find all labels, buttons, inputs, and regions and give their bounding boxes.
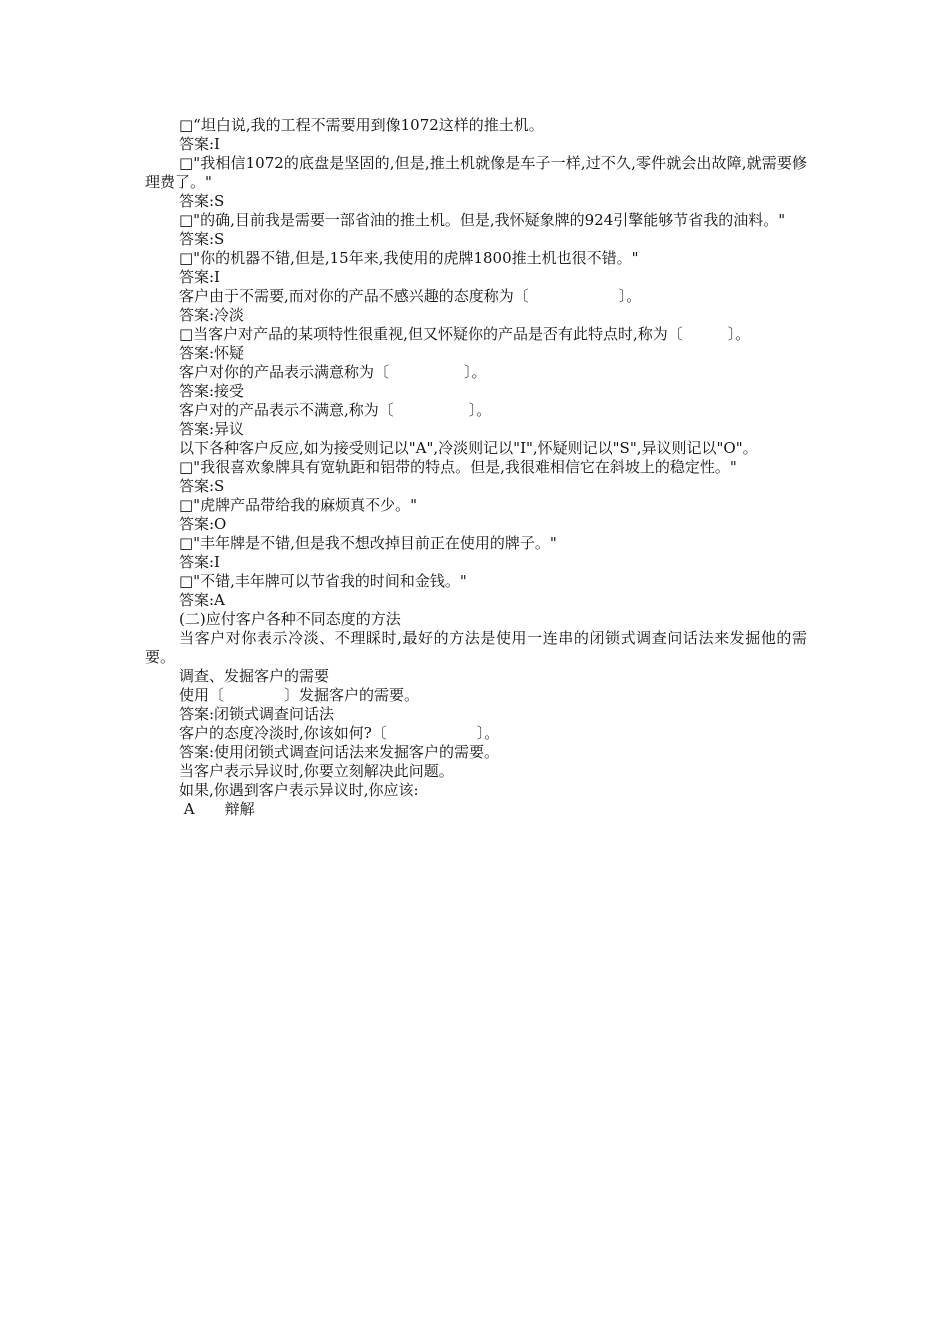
subsection-heading: 调查、发掘客户的需要	[179, 667, 330, 685]
answer-text: 答案:S	[179, 192, 225, 210]
section-heading: (二)应付客户各种不同态度的方法	[179, 610, 401, 628]
answer-text: 答案:使用闭锁式调查问话法来发掘客户的需要。	[179, 743, 500, 761]
question-text: □"你的机器不错,但是,15年来,我使用的虎牌1800推土机也很不错。"	[179, 249, 639, 267]
question-text: □当客户对产品的某项特性很重视,但又怀疑你的产品是否有此特点时,称为〔 〕。	[179, 325, 751, 343]
question-text: 客户对的产品表示不满意,称为〔 〕。	[179, 401, 492, 419]
question-text: □“坦白说,我的工程不需要用到像1072这样的推土机。	[179, 116, 544, 134]
answer-text: 答案:接受	[179, 382, 245, 400]
option-text: A 辩解	[179, 800, 255, 818]
body-text: 当客户表示异议时,你要立刻解决此问题。	[179, 762, 454, 780]
answer-text: 答案:S	[179, 230, 225, 248]
question-text: 客户的态度冷淡时,你该如何?〔 〕。	[179, 724, 500, 742]
question-text: □"我很喜欢象牌具有宽轨距和铝带的特点。但是,我很难相信它在斜坡上的稳定性。"	[179, 458, 737, 476]
question-text: □"丰年牌是不错,但是我不想改掉目前正在使用的牌子。"	[179, 534, 557, 552]
answer-text: 答案:A	[179, 591, 225, 609]
answer-text: 答案:I	[179, 135, 220, 153]
question-text: □"的确,目前我是需要一部省油的推土机。但是,我怀疑象牌的924引擎能够节省我的油料。"	[179, 211, 786, 229]
question-text: 客户由于不需要,而对你的产品不感兴趣的态度称为〔 〕。	[179, 287, 642, 305]
document-body	[145, 116, 807, 819]
answer-text: 答案:闭锁式调查问话法	[179, 705, 335, 723]
question-text: □"我相信1072的底盘是坚固的,但是,推土机就像是车子一样,过不久,零件就会出故障,就需要修理费了。"	[145, 154, 807, 191]
question-text: □"不错,丰年牌可以节省我的时间和金钱。"	[179, 572, 467, 590]
answer-text: 答案:冷淡	[179, 306, 245, 324]
answer-text: 答案:I	[179, 553, 220, 571]
question-text: 如果,你遇到客户表示异议时,你应该:	[179, 781, 419, 799]
instruction-text: 以下各种客户反应,如为接受则记以"A",冷淡则记以"I",怀疑则记以"S",异议则记以"O"。	[179, 439, 758, 457]
question-text: 客户对你的产品表示满意称为〔 〕。	[179, 363, 487, 381]
answer-text: 答案:I	[179, 268, 220, 286]
answer-text: 答案:异议	[179, 420, 245, 438]
question-text: 使用〔 〕发掘客户的需要。	[179, 686, 420, 704]
answer-text: 答案:S	[179, 477, 225, 495]
answer-text: 答案:O	[179, 515, 227, 533]
question-text: □"虎牌产品带给我的麻烦真不少。"	[179, 496, 417, 514]
answer-text: 答案:怀疑	[179, 344, 245, 362]
body-text: 当客户对你表示冷淡、不理睬时,最好的方法是使用一连串的闭锁式调查问话法来发掘他的需要。	[145, 629, 807, 666]
